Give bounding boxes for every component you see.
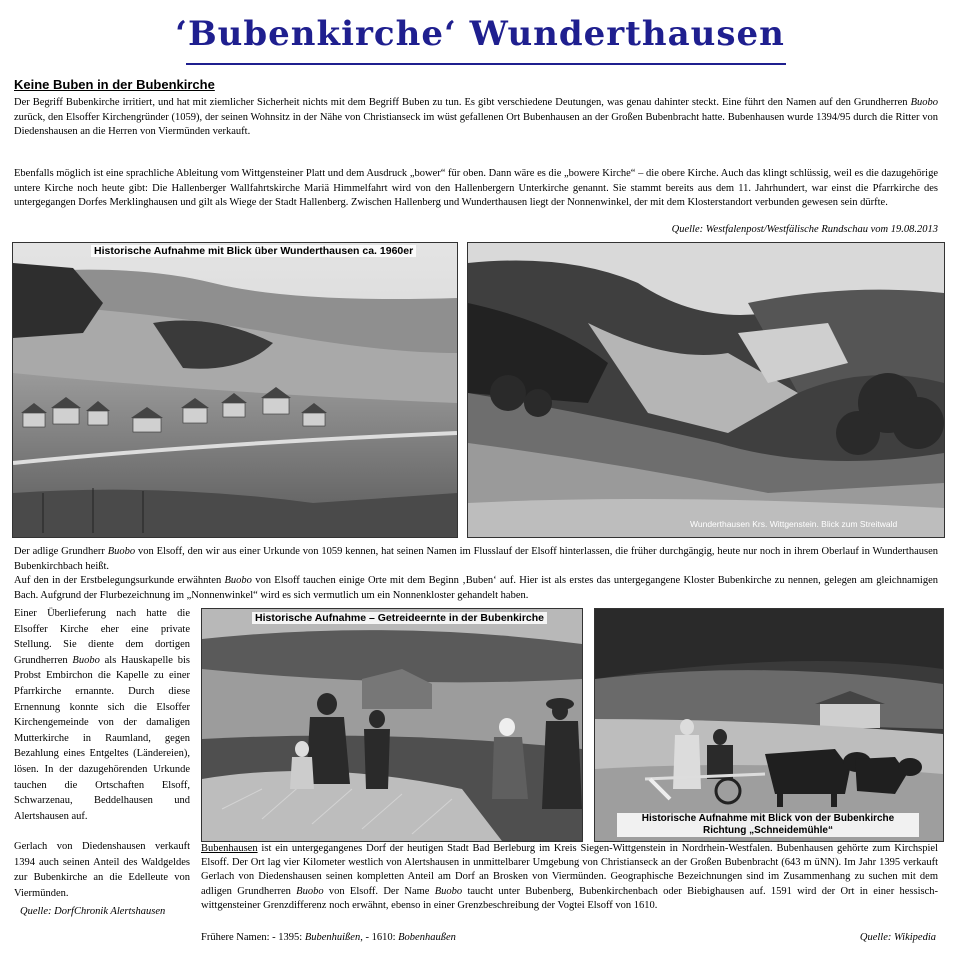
- paragraph-3-text-a: Der adlige Grundherr: [14, 546, 108, 557]
- left-column-text-c: als Hauskapelle bis Probst Embirchon die Kapelle zu einer Pfarrkirche ernannte. Durch diese Ernennung konnte sich die Elsoffer Kirchengemeinde von der damaligen Mutterkirche in Raumland, gegen Bezahlung eines Entgeltes (Ländereien), lösen. In der dazugehörenden Urkunde tauchen die Ortschaften Elsoff, Schwarzenau, Beddelhausen und Alertshausen auf.: [14, 654, 190, 822]
- photo-plough-image: [595, 609, 943, 841]
- paragraph-1-text-c: zurück, den Elsoffer Kirchengründer (1059), der seinen Wohnsitz in der Nähe von Christianseck im wüst gefallenen Ort Bubenhausen an der Großen Bubenbracht hatte. Bubenhausen wurde 1394/95 durch die Ritter von Diedenshausen an die Herren von Viermünden verkauft.: [14, 111, 938, 137]
- photo-village-view-caption: Historische Aufnahme mit Blick über Wunderthausen ca. 1960er: [91, 245, 416, 257]
- paragraph-3-name: Buobo: [107, 546, 136, 557]
- photo-village-view: [12, 242, 458, 538]
- photo-harvest-caption: Historische Aufnahme – Getreideernte in der Bubenkirche: [252, 612, 547, 624]
- former-name-1610: Bobenhaußen: [398, 932, 456, 943]
- paragraph-3-text-c: von Elsoff, den wir aus einer Urkunde von 1059 kennen, hat seinen Namen im Flusslauf der Elsoff hinterlassen, die früher durchgängig, heute nur noch in ihrem Oberlauf in Wunderthausen Bubenkirchbach heißt.: [14, 546, 938, 572]
- photo-plough-caption: [617, 813, 919, 837]
- paragraph-1-text-a: Der Begriff Bubenkirche irritiert, und hat mit ziemlicher Sicherheit nichts mit dem Begriff Buben zu tun. Es gibt verschiedene Deutungen, was genau dahinter steckt. Eine führt den Namen auf den Grundherren: [14, 97, 911, 108]
- title-underline: [186, 63, 786, 65]
- former-names-separator: , - 1610:: [360, 932, 399, 943]
- paragraph-4-text-a: Auf den in der Erstbelegungsurkunde erwähnten: [14, 575, 225, 586]
- source-dorfchronik: Quelle: DorfChronik Alertshausen: [20, 906, 166, 917]
- bottom-paragraph-name-2: Buobo: [434, 885, 463, 897]
- left-column-paragraph: [14, 606, 190, 824]
- photo-plough-caption-line-2: Richtung „Schneidemühle“: [702, 825, 833, 836]
- bottom-paragraph-text-f: taucht unter Bubenberg, Bubenkirchenbach oder Biebighausen auf. 1591 wird der Ort in einer hessisch-wittgensteiner Grenzdifferenz noch erwähnt, ebenso in einer Grenzbeschreibung der Vogtei Elsoff von 1610.: [201, 885, 938, 911]
- bottom-paragraph-text-b: ist ein untergegangenes Dorf der heutigen Stadt Bad Berleburg im Kreis Siegen-Wittgenstein in Nordrhein-Westfalen. Bubenhausen gehörte zum Kirchspiel Elsoff. Der Ort lag vier Kilometer westlich von Alertshausen in unmittelbarer Umgebung von Christianseck an der Großen Bubenbracht (643 m üNN). Im Jahr 1395 verkauft Gerlach von Diedenshausen seinen kompletten Anteil am Dorf an Brosken von Viermünden. Geographische Bezeichnungen sind im Zusammenhang zu suchen mit dem adligen Grundherren: [201, 843, 938, 897]
- paragraph-4-text-c: von Elsoff tauchen einige Orte mit dem Beginn ‚Buben‘ auf. Hier ist als erstes das untergegangene Kloster Bubenkirche zu nennen, gelegen am gleichnamigen Bach. Aufgrund der Flurbezeichnung im „Nonnenwinkel“ wird es sich vermutlich um ein Nonnenkloster gehandelt haben.: [14, 575, 939, 601]
- photo-valley-view-caption: Wunderthausen Krs. Wittgenstein. Blick zum Streitwald: [690, 519, 898, 529]
- photo-plough-caption-line-1: Historische Aufnahme mit Blick von der Bubenkirche: [641, 813, 895, 824]
- former-names-label: Frühere Namen: - 1395:: [201, 932, 305, 943]
- former-name-1395: Bubenhuißen: [304, 932, 361, 943]
- left-column-name: Buobo: [72, 654, 100, 666]
- photo-valley-view: [467, 242, 945, 538]
- photo-harvest-image: [202, 609, 582, 841]
- paragraph-3: [14, 545, 938, 574]
- left-column-text-a: Einer Überlieferung nach hatte die Elsoffer Kirche eher eine private Stellung. Sie diente dem dortigen Grundherren: [14, 608, 190, 666]
- left-column-paragraph-2: Gerlach von Diedenshausen verkauft 1394 auch seinen Anteil des Waldgeldes zur Bubenkirche an die Edelleute von Viermünden.: [14, 841, 190, 899]
- section-heading: Keine Buben in der Bubenkirche: [14, 77, 215, 92]
- former-names: [201, 931, 456, 946]
- photo-valley-view-image: [468, 243, 944, 537]
- paragraph-1-name: Buobo: [910, 97, 938, 108]
- paragraph-4-name: Buobo: [224, 575, 252, 586]
- bottom-paragraph: [201, 842, 938, 913]
- source-westfalenpost: Quelle: Westfalenpost/Westfälische Rundschau vom 19.08.2013: [671, 224, 938, 235]
- paragraph-1: [14, 96, 938, 140]
- bottom-paragraph-name-1: Buobo: [296, 885, 324, 897]
- paragraph-4: [14, 574, 938, 603]
- bottom-paragraph-text-d: von Elsoff. Der Name: [323, 885, 435, 897]
- bottom-paragraph-link-bubenhausen[interactable]: Bubenhausen: [201, 843, 258, 854]
- paragraph-2: Ebenfalls möglich ist eine sprachliche Ableitung vom Wittgensteiner Platt und dem Ausdruck „bower“ für oben. Dann wäre es die „bowere Kirche“ – die obere Kirche. Auch das klingt schlüssig, weil es die dazugehörige untere Kirche noch heute gibt: Die Hallenberger Wallfahrtskirche Mariä Himmelfahrt wird von den Hallenbergern Unterkirche genannt. Sie stammt bereits aus dem 11. Jahrhundert, war einst die Pfarrkirche des untergegangen Dorfes Merklinghausen und gilt als Wiege der Stadt Hallenberg. Zwischen Hallenberg und Wunderthausen liegt der Nonnenwinkel, der mit dem Klosterstandort verbunden gewesen sein dürfte.: [14, 168, 938, 208]
- page-title: ‘Bubenkirche‘ Wunderthausen: [175, 14, 785, 54]
- photo-village-view-image: [13, 243, 457, 537]
- source-wikipedia: Quelle: Wikipedia: [859, 932, 936, 943]
- photo-harvest: [201, 608, 583, 842]
- photo-plough: [594, 608, 944, 842]
